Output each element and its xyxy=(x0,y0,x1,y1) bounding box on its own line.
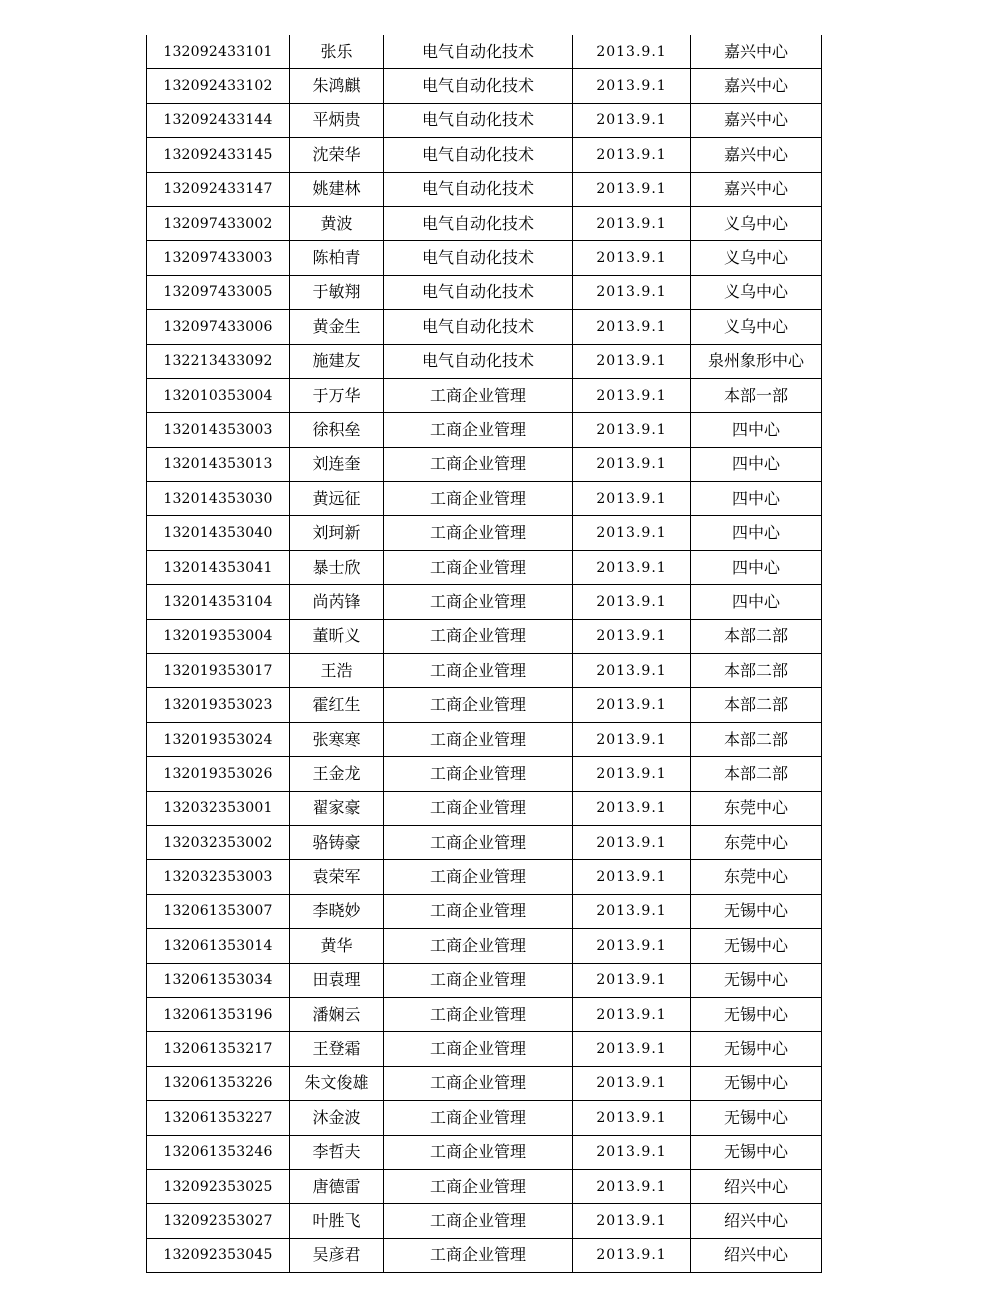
major-cell: 工商企业管理 xyxy=(384,963,573,997)
student-id-cell: 132213433092 xyxy=(147,344,290,378)
student-id-cell: 132092433147 xyxy=(147,172,290,206)
major-cell: 电气自动化技术 xyxy=(384,206,573,240)
student-id-cell: 132092353025 xyxy=(147,1169,290,1203)
enrollment-date-cell: 2013.9.1 xyxy=(573,963,691,997)
enrollment-date-cell: 2013.9.1 xyxy=(573,1101,691,1135)
enrollment-date-cell: 2013.9.1 xyxy=(573,997,691,1031)
table-row xyxy=(147,654,822,688)
major-cell: 工商企业管理 xyxy=(384,894,573,928)
student-name-cell: 黄远征 xyxy=(290,482,384,516)
enrollment-date-cell: 2013.9.1 xyxy=(573,619,691,653)
student-name-cell: 姚建林 xyxy=(290,172,384,206)
enrollment-date-cell: 2013.9.1 xyxy=(573,550,691,584)
enrollment-date-cell: 2013.9.1 xyxy=(573,1204,691,1238)
student-id-cell: 132097433003 xyxy=(147,241,290,275)
major-cell: 工商企业管理 xyxy=(384,413,573,447)
student-name-cell: 袁荣军 xyxy=(290,860,384,894)
enrollment-date-cell: 2013.9.1 xyxy=(573,447,691,481)
study-center-cell: 东莞中心 xyxy=(691,860,822,894)
table-row xyxy=(147,138,822,172)
student-name-cell: 刘珂新 xyxy=(290,516,384,550)
table-row xyxy=(147,1101,822,1135)
study-center-cell: 东莞中心 xyxy=(691,825,822,859)
enrollment-date-cell: 2013.9.1 xyxy=(573,516,691,550)
enrollment-date-cell: 2013.9.1 xyxy=(573,172,691,206)
major-cell: 电气自动化技术 xyxy=(384,344,573,378)
student-id-cell: 132032353002 xyxy=(147,825,290,859)
major-cell: 电气自动化技术 xyxy=(384,310,573,344)
student-id-cell: 132061353226 xyxy=(147,1066,290,1100)
study-center-cell: 四中心 xyxy=(691,447,822,481)
table-row xyxy=(147,275,822,309)
enrollment-date-cell: 2013.9.1 xyxy=(573,206,691,240)
student-id-cell: 132097433002 xyxy=(147,206,290,240)
roster-body xyxy=(147,35,822,1273)
study-center-cell: 嘉兴中心 xyxy=(691,69,822,103)
major-cell: 工商企业管理 xyxy=(384,1204,573,1238)
major-cell: 工商企业管理 xyxy=(384,619,573,653)
student-id-cell: 132092353027 xyxy=(147,1204,290,1238)
enrollment-date-cell: 2013.9.1 xyxy=(573,310,691,344)
major-cell: 工商企业管理 xyxy=(384,550,573,584)
table-row xyxy=(147,482,822,516)
student-name-cell: 张寒寒 xyxy=(290,722,384,756)
student-name-cell: 田袁理 xyxy=(290,963,384,997)
study-center-cell: 四中心 xyxy=(691,482,822,516)
table-row xyxy=(147,310,822,344)
study-center-cell: 本部一部 xyxy=(691,378,822,412)
study-center-cell: 绍兴中心 xyxy=(691,1169,822,1203)
table-row xyxy=(147,619,822,653)
study-center-cell: 无锡中心 xyxy=(691,1101,822,1135)
major-cell: 工商企业管理 xyxy=(384,860,573,894)
student-name-cell: 朱鸿麒 xyxy=(290,69,384,103)
student-name-cell: 王登霜 xyxy=(290,1032,384,1066)
table-row xyxy=(147,516,822,550)
study-center-cell: 义乌中心 xyxy=(691,275,822,309)
student-id-cell: 132019353026 xyxy=(147,757,290,791)
enrollment-date-cell: 2013.9.1 xyxy=(573,791,691,825)
enrollment-date-cell: 2013.9.1 xyxy=(573,585,691,619)
student-name-cell: 沈荣华 xyxy=(290,138,384,172)
student-id-cell: 132014353104 xyxy=(147,585,290,619)
study-center-cell: 绍兴中心 xyxy=(691,1204,822,1238)
student-id-cell: 132061353196 xyxy=(147,997,290,1031)
study-center-cell: 四中心 xyxy=(691,550,822,584)
student-id-cell: 132092433102 xyxy=(147,69,290,103)
student-id-cell: 132014353030 xyxy=(147,482,290,516)
study-center-cell: 本部二部 xyxy=(691,688,822,722)
enrollment-date-cell: 2013.9.1 xyxy=(573,1135,691,1169)
enrollment-date-cell: 2013.9.1 xyxy=(573,35,691,69)
table-row xyxy=(147,963,822,997)
table-row xyxy=(147,1032,822,1066)
table-row xyxy=(147,378,822,412)
study-center-cell: 嘉兴中心 xyxy=(691,172,822,206)
study-center-cell: 嘉兴中心 xyxy=(691,103,822,137)
study-center-cell: 无锡中心 xyxy=(691,929,822,963)
student-name-cell: 李晓妙 xyxy=(290,894,384,928)
student-name-cell: 王浩 xyxy=(290,654,384,688)
student-id-cell: 132019353024 xyxy=(147,722,290,756)
enrollment-date-cell: 2013.9.1 xyxy=(573,241,691,275)
major-cell: 电气自动化技术 xyxy=(384,35,573,69)
student-id-cell: 132061353246 xyxy=(147,1135,290,1169)
student-name-cell: 于万华 xyxy=(290,378,384,412)
enrollment-date-cell: 2013.9.1 xyxy=(573,1066,691,1100)
enrollment-date-cell: 2013.9.1 xyxy=(573,413,691,447)
student-name-cell: 唐德雷 xyxy=(290,1169,384,1203)
major-cell: 电气自动化技术 xyxy=(384,241,573,275)
student-name-cell: 张乐 xyxy=(290,35,384,69)
table-row xyxy=(147,1169,822,1203)
enrollment-date-cell: 2013.9.1 xyxy=(573,929,691,963)
study-center-cell: 义乌中心 xyxy=(691,310,822,344)
major-cell: 工商企业管理 xyxy=(384,447,573,481)
study-center-cell: 东莞中心 xyxy=(691,791,822,825)
major-cell: 工商企业管理 xyxy=(384,1135,573,1169)
study-center-cell: 嘉兴中心 xyxy=(691,138,822,172)
study-center-cell: 无锡中心 xyxy=(691,1032,822,1066)
student-name-cell: 徐积垒 xyxy=(290,413,384,447)
study-center-cell: 无锡中心 xyxy=(691,997,822,1031)
table-row xyxy=(147,929,822,963)
student-id-cell: 132014353013 xyxy=(147,447,290,481)
table-row xyxy=(147,997,822,1031)
student-id-cell: 132092353045 xyxy=(147,1238,290,1272)
study-center-cell: 义乌中心 xyxy=(691,241,822,275)
major-cell: 工商企业管理 xyxy=(384,1169,573,1203)
study-center-cell: 泉州象形中心 xyxy=(691,344,822,378)
enrollment-date-cell: 2013.9.1 xyxy=(573,688,691,722)
student-name-cell: 叶胜飞 xyxy=(290,1204,384,1238)
student-id-cell: 132019353004 xyxy=(147,619,290,653)
student-name-cell: 黄金生 xyxy=(290,310,384,344)
table-row xyxy=(147,103,822,137)
enrollment-date-cell: 2013.9.1 xyxy=(573,103,691,137)
student-name-cell: 王金龙 xyxy=(290,757,384,791)
study-center-cell: 本部二部 xyxy=(691,722,822,756)
major-cell: 工商企业管理 xyxy=(384,1238,573,1272)
table-row xyxy=(147,585,822,619)
student-id-cell: 132032353003 xyxy=(147,860,290,894)
enrollment-date-cell: 2013.9.1 xyxy=(573,1169,691,1203)
study-center-cell: 无锡中心 xyxy=(691,963,822,997)
major-cell: 电气自动化技术 xyxy=(384,69,573,103)
student-name-cell: 尚芮锋 xyxy=(290,585,384,619)
major-cell: 工商企业管理 xyxy=(384,1032,573,1066)
student-id-cell: 132010353004 xyxy=(147,378,290,412)
enrollment-date-cell: 2013.9.1 xyxy=(573,1238,691,1272)
student-id-cell: 132032353001 xyxy=(147,791,290,825)
student-id-cell: 132019353023 xyxy=(147,688,290,722)
study-center-cell: 本部二部 xyxy=(691,757,822,791)
table-row xyxy=(147,1066,822,1100)
major-cell: 电气自动化技术 xyxy=(384,103,573,137)
table-row xyxy=(147,172,822,206)
student-name-cell: 骆铸豪 xyxy=(290,825,384,859)
student-id-cell: 132097433006 xyxy=(147,310,290,344)
enrollment-date-cell: 2013.9.1 xyxy=(573,860,691,894)
enrollment-date-cell: 2013.9.1 xyxy=(573,654,691,688)
student-id-cell: 132092433145 xyxy=(147,138,290,172)
table-row xyxy=(147,860,822,894)
major-cell: 工商企业管理 xyxy=(384,929,573,963)
major-cell: 工商企业管理 xyxy=(384,757,573,791)
student-name-cell: 霍红生 xyxy=(290,688,384,722)
table-row xyxy=(147,413,822,447)
enrollment-date-cell: 2013.9.1 xyxy=(573,894,691,928)
student-name-cell: 刘连奎 xyxy=(290,447,384,481)
major-cell: 工商企业管理 xyxy=(384,825,573,859)
major-cell: 工商企业管理 xyxy=(384,378,573,412)
enrollment-date-cell: 2013.9.1 xyxy=(573,69,691,103)
table-row xyxy=(147,206,822,240)
table-row xyxy=(147,791,822,825)
student-name-cell: 施建友 xyxy=(290,344,384,378)
major-cell: 工商企业管理 xyxy=(384,1066,573,1100)
major-cell: 电气自动化技术 xyxy=(384,172,573,206)
major-cell: 工商企业管理 xyxy=(384,516,573,550)
major-cell: 工商企业管理 xyxy=(384,722,573,756)
study-center-cell: 本部二部 xyxy=(691,654,822,688)
enrollment-date-cell: 2013.9.1 xyxy=(573,722,691,756)
student-id-cell: 132061353014 xyxy=(147,929,290,963)
student-id-cell: 132014353041 xyxy=(147,550,290,584)
student-id-cell: 132019353017 xyxy=(147,654,290,688)
study-center-cell: 四中心 xyxy=(691,516,822,550)
study-center-cell: 义乌中心 xyxy=(691,206,822,240)
student-name-cell: 黄波 xyxy=(290,206,384,240)
study-center-cell: 无锡中心 xyxy=(691,1066,822,1100)
student-id-cell: 132092433144 xyxy=(147,103,290,137)
table-row xyxy=(147,1238,822,1272)
student-name-cell: 李哲夫 xyxy=(290,1135,384,1169)
table-row xyxy=(147,35,822,69)
student-id-cell: 132061353007 xyxy=(147,894,290,928)
study-center-cell: 本部二部 xyxy=(691,619,822,653)
student-id-cell: 132014353003 xyxy=(147,413,290,447)
student-name-cell: 潘娴云 xyxy=(290,997,384,1031)
table-row xyxy=(147,894,822,928)
enrollment-date-cell: 2013.9.1 xyxy=(573,825,691,859)
enrollment-date-cell: 2013.9.1 xyxy=(573,378,691,412)
enrollment-date-cell: 2013.9.1 xyxy=(573,275,691,309)
student-name-cell: 黄华 xyxy=(290,929,384,963)
study-center-cell: 四中心 xyxy=(691,585,822,619)
table-row xyxy=(147,757,822,791)
table-row xyxy=(147,722,822,756)
table-row xyxy=(147,241,822,275)
major-cell: 工商企业管理 xyxy=(384,482,573,516)
table-row xyxy=(147,825,822,859)
major-cell: 电气自动化技术 xyxy=(384,275,573,309)
student-id-cell: 132092433101 xyxy=(147,35,290,69)
study-center-cell: 绍兴中心 xyxy=(691,1238,822,1272)
student-id-cell: 132061353227 xyxy=(147,1101,290,1135)
study-center-cell: 四中心 xyxy=(691,413,822,447)
table-row xyxy=(147,447,822,481)
student-name-cell: 于敏翔 xyxy=(290,275,384,309)
enrollment-date-cell: 2013.9.1 xyxy=(573,757,691,791)
enrollment-date-cell: 2013.9.1 xyxy=(573,1032,691,1066)
student-name-cell: 暴士欣 xyxy=(290,550,384,584)
student-name-cell: 朱文俊雄 xyxy=(290,1066,384,1100)
student-id-cell: 132061353034 xyxy=(147,963,290,997)
table-row xyxy=(147,69,822,103)
student-name-cell: 翟家豪 xyxy=(290,791,384,825)
student-name-cell: 陈柏青 xyxy=(290,241,384,275)
table-row xyxy=(147,550,822,584)
major-cell: 电气自动化技术 xyxy=(384,138,573,172)
enrollment-date-cell: 2013.9.1 xyxy=(573,138,691,172)
student-id-cell: 132097433005 xyxy=(147,275,290,309)
major-cell: 工商企业管理 xyxy=(384,1101,573,1135)
student-id-cell: 132014353040 xyxy=(147,516,290,550)
enrollment-date-cell: 2013.9.1 xyxy=(573,344,691,378)
study-center-cell: 嘉兴中心 xyxy=(691,35,822,69)
study-center-cell: 无锡中心 xyxy=(691,1135,822,1169)
major-cell: 工商企业管理 xyxy=(384,688,573,722)
table-row xyxy=(147,688,822,722)
student-id-cell: 132061353217 xyxy=(147,1032,290,1066)
study-center-cell: 无锡中心 xyxy=(691,894,822,928)
table-row xyxy=(147,1204,822,1238)
table-row xyxy=(147,1135,822,1169)
student-roster-table xyxy=(146,35,822,1273)
student-name-cell: 董昕义 xyxy=(290,619,384,653)
major-cell: 工商企业管理 xyxy=(384,791,573,825)
table-row xyxy=(147,344,822,378)
major-cell: 工商企业管理 xyxy=(384,997,573,1031)
student-name-cell: 沐金波 xyxy=(290,1101,384,1135)
student-name-cell: 吴彦君 xyxy=(290,1238,384,1272)
major-cell: 工商企业管理 xyxy=(384,654,573,688)
major-cell: 工商企业管理 xyxy=(384,585,573,619)
student-name-cell: 平炳贵 xyxy=(290,103,384,137)
enrollment-date-cell: 2013.9.1 xyxy=(573,482,691,516)
